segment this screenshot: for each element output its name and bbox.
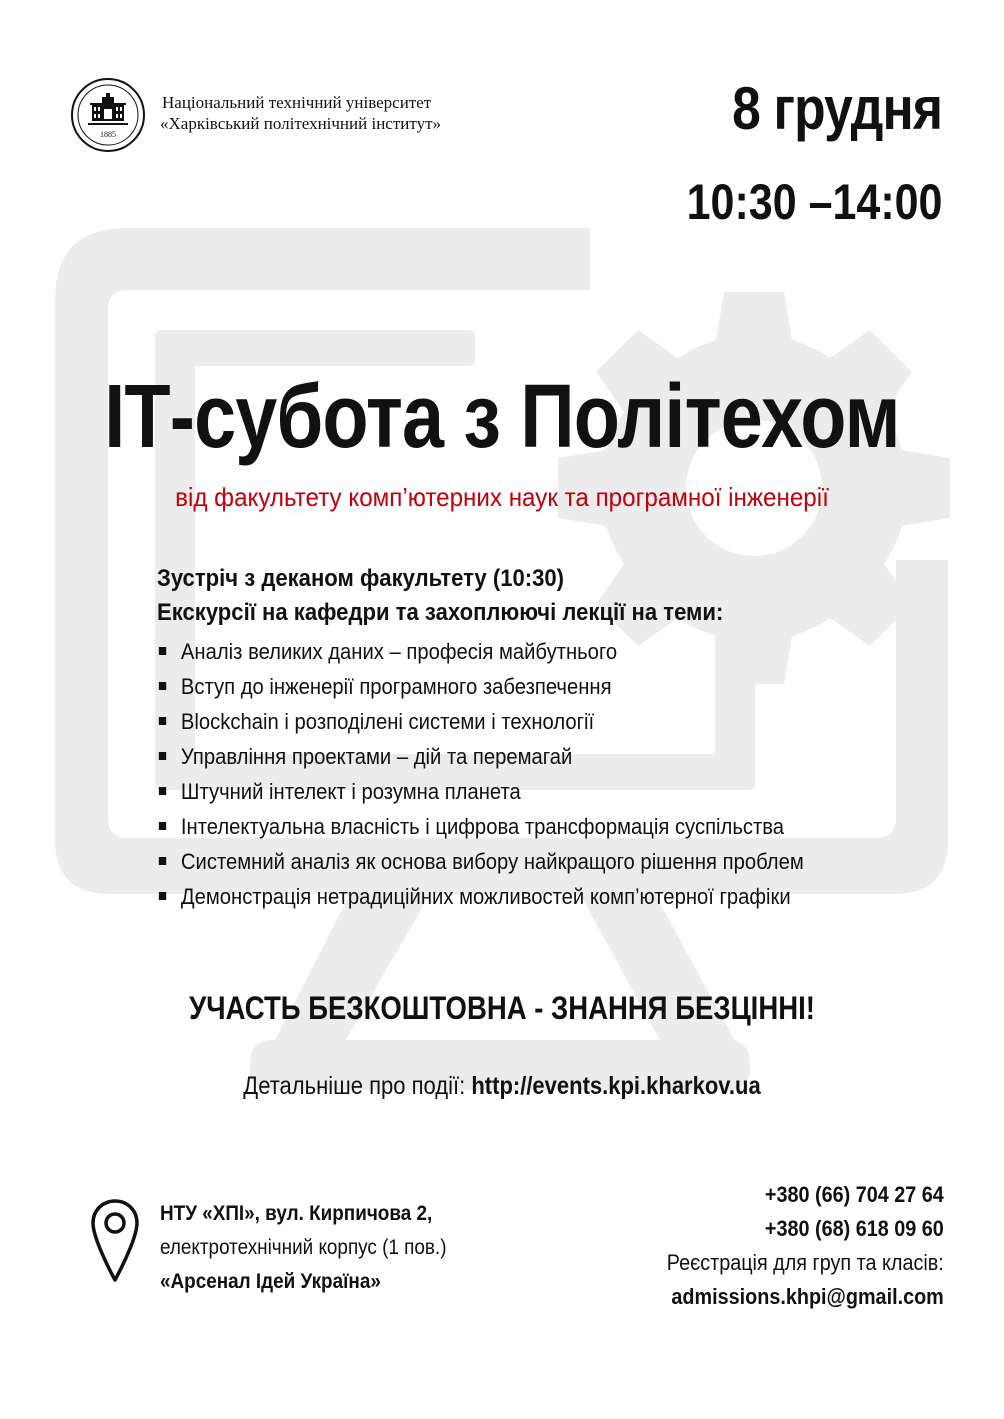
list-item: Управління проектами – дій та перемагай (157, 739, 804, 774)
logo-year: 1885 (100, 130, 116, 139)
bullet-icon (159, 752, 166, 760)
address-line1: НТУ «ХПІ», вул. Кирпичова 2, (160, 1202, 433, 1225)
list-item: Демонстрація нетрадиційних можливостей комп’ютерної графіки (157, 879, 804, 914)
events-link[interactable]: http://events.kpi.kharkov.ua (471, 1072, 761, 1100)
location-pin-icon (90, 1198, 140, 1284)
topics-list (157, 634, 860, 914)
program-section (157, 562, 860, 914)
university-name-line1: Національний технічний університет (162, 93, 432, 112)
list-item: Системний аналіз як основа вибору найкращого рішення проблем (157, 844, 804, 879)
event-date: 8 грудня (732, 75, 942, 142)
meeting-headline: Зустріч з деканом факультету (10:30) (157, 565, 565, 592)
event-subtitle: від факультету комп’ютерних наук та програмної інженерії (175, 482, 829, 512)
address-block (160, 1197, 447, 1299)
bullet-icon (159, 892, 166, 900)
address-line2: електротехнічний корпус (1 пов.) (160, 1236, 447, 1259)
contacts-block (667, 1178, 944, 1314)
event-title: ІТ-субота з Політехом (104, 367, 900, 467)
university-name (162, 92, 441, 134)
list-item: Blockchain і розподілені системи і технології (157, 704, 804, 739)
details-label: Детальніше про події: (243, 1072, 466, 1100)
university-logo (70, 77, 146, 153)
list-item: Штучний інтелект і розумна планета (157, 774, 804, 809)
list-item: Інтелектуальна власність і цифрова трансформація суспільства (157, 809, 804, 844)
slogan: УЧАСТЬ БЕЗКОШТОВНА - ЗНАННЯ БЕЗЦІННІ! (189, 990, 815, 1026)
details-line (60, 1072, 944, 1101)
registration-label: Реєстрація для груп та класів: (666, 1250, 944, 1275)
bullet-icon (159, 682, 166, 690)
address-line3: «Арсенал Ідей Україна» (160, 1270, 381, 1293)
bullet-icon (159, 717, 166, 725)
list-item: Аналіз великих даних – професія майбутнього (157, 634, 804, 669)
event-time: 10:30 –14:00 (686, 174, 942, 230)
bullet-icon (159, 647, 166, 655)
bullet-icon (159, 857, 166, 865)
list-item: Вступ до інженерії програмного забезпечення (157, 669, 804, 704)
bullet-icon (159, 822, 166, 830)
email-link[interactable]: admissions.khpi@gmail.com (671, 1284, 944, 1309)
excursions-headline: Екскурсії на кафедри та захоплюючі лекції на теми: (157, 599, 724, 626)
university-name-line2: «Харківський політехнічний інститут» (160, 114, 442, 133)
bullet-icon (159, 787, 166, 795)
phone-1[interactable]: +380 (66) 704 27 64 (765, 1182, 944, 1207)
phone-2[interactable]: +380 (68) 618 09 60 (765, 1216, 944, 1241)
